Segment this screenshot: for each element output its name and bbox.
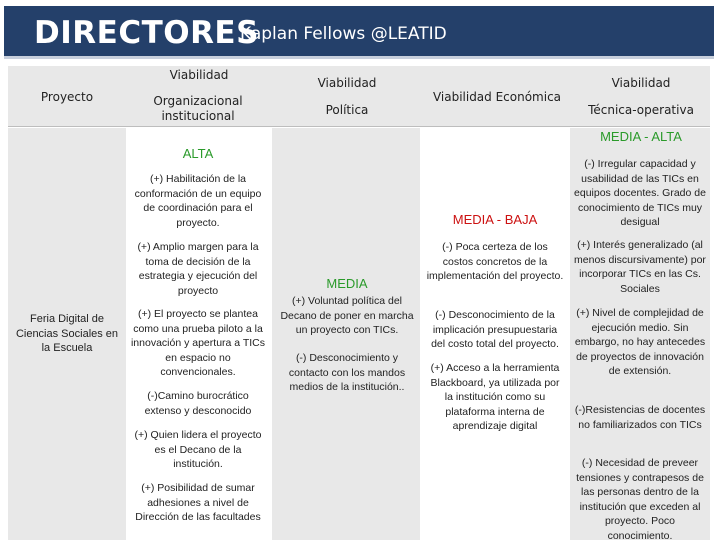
organizacional-item: (+) Amplio margen para la toma de decisión de la estrategia y ejecución del proyecto [137,241,259,297]
tecnica-item: (+) Nivel de complejidad de ejecución medio. Sin embargo, no hay antecedes de proyectos de innovación de extensión. [574,307,706,377]
organizacional-item: (+) El proyecto se plantea como una prueba piloto a la innovación y apertura a TICs en espacio no convencionales. [130,308,266,378]
header-organizacional-top: Viabilidad [169,68,229,82]
organizacional-item: (+) Habilitación de la conformación de un equipo de coordinación para el proyecto. [134,173,262,229]
page-title: DIRECTORES [34,15,259,51]
header-economica: Viabilidad Económica [432,90,562,104]
project-name: Feria Digital de Ciencias Sociales en la Escuela [15,313,119,354]
header-organizacional-bottom: Organizacional institucional [153,94,243,123]
header-politica-bottom: Política [325,103,369,117]
header-politica-top: Viabilidad [317,76,377,90]
header-proyecto: Proyecto [40,90,94,104]
tecnica-item: (-) Irregular capacidad y usabilidad de las TICs en equipos docentes. Grado de conocimiento de TICs muy desigual [574,158,706,228]
banner-bar [4,6,714,59]
level-tecnica: MEDIA - ALTA [600,129,682,144]
economica-item: (-) Desconocimiento de la implicación presupuestaria del costo total del proyecto. [431,309,559,350]
level-politica: MEDIA [326,276,368,291]
organizacional-item: (+) Quien lidera el proyecto es el Decano de la institución. [134,429,262,470]
politica-item: (+) Voluntad política del Decano de poner en marcha un proyecto con TICs. [280,295,414,336]
tecnica-item: (+) Interés generalizado (al menos discursivamente) por incorporar TICs en las Cs. Sociales [574,239,706,295]
organizacional-item: (+) Posibilidad de sumar adhesiones a nivel de Dirección de las facultades [135,482,261,523]
level-organizacional: ALTA [182,146,214,161]
header-tecnica-top: Viabilidad [611,76,671,90]
tecnica-item: (-)Resistencias de docentes no familiarizados con TICs [574,404,706,431]
tecnica-item: (-) Necesidad de preveer tensiones y contrapesos de las personas dentro de la institución que exceden al proyecto. Poco conocimiento. [576,457,704,542]
header-tecnica-bottom: Técnica-operativa [588,103,694,117]
page-subtitle: Kaplan Fellows @LEATID [240,24,447,44]
politica-item: (-) Desconocimiento y contacto con los mandos medios de la institución.. [288,352,406,393]
table-header-row [8,66,710,127]
economica-item: (-) Poca certeza de los costos concretos de la implementación del proyecto. [426,241,564,282]
organizacional-item: (-)Camino burocrático extenso y desconocido [144,390,252,417]
header-banner [0,0,720,62]
economica-item: (+) Acceso a la herramienta Blackboard, ya utilizada por la institución como su plataforma interna de aprendizaje digital [430,362,560,432]
level-economica: MEDIA - BAJA [452,212,538,227]
